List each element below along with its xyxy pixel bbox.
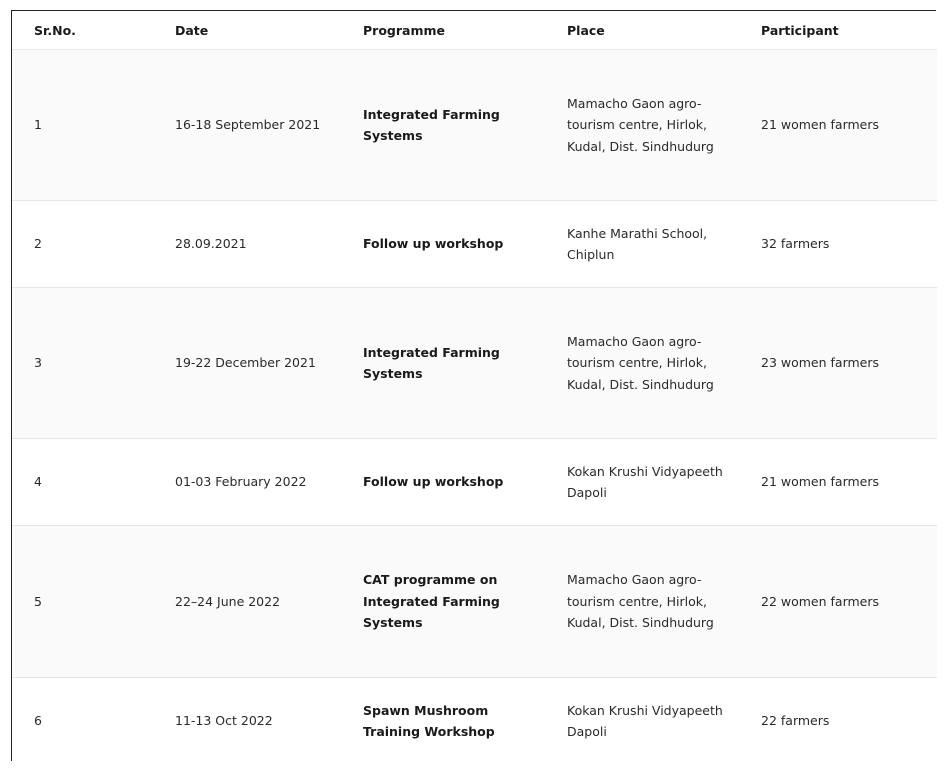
place-text: Mamacho Gaon agro-tourism centre, Hirlok, Kudal, Dist. Sindhudurg [567,333,714,392]
table-row [12,288,937,439]
place-text: Kanhe Marathi School, Chiplun [567,225,708,262]
cell-date: 22–24 June 2022 [153,526,341,678]
cell-programme: Integrated Farming Systems [341,50,545,201]
place-text: Kokan Krushi Vidyapeeth Dapoli [567,702,723,739]
cell-participant: 21 women farmers [739,50,937,201]
cell-programme: CAT programme on Integrated Farming Systems [341,526,545,678]
cell-date: 19-22 December 2021 [153,288,341,439]
cell-sr-no: 6 [12,678,153,765]
place-text: Mamacho Gaon agro-tourism centre, Hirlok, Kudal, Dist. Sindhudurg [567,95,714,154]
table-row [12,678,937,765]
cell-participant: 23 women farmers [739,288,937,439]
header-programme: Programme [341,11,545,50]
cell-date: 11-13 Oct 2022 [153,678,341,765]
table-body [12,50,937,765]
cell-date: 16-18 September 2021 [153,50,341,201]
cell-sr-no: 1 [12,50,153,201]
cell-participant: 22 farmers [739,678,937,765]
cell-date: 28.09.2021 [153,201,341,288]
cell-place [545,201,739,288]
cell-sr-no: 2 [12,201,153,288]
cell-place [545,439,739,526]
table-row [12,50,937,201]
cell-place [545,50,739,201]
header-place: Place [545,11,739,50]
table-header [12,11,937,50]
cell-participant: 32 farmers [739,201,937,288]
place-text: Mamacho Gaon agro-tourism centre, Hirlok, Kudal, Dist. Sindhudurg [567,572,714,631]
cell-programme: Follow up workshop [341,201,545,288]
header-sr-no: Sr.No. [12,11,153,50]
cell-sr-no: 4 [12,439,153,526]
cell-date: 01-03 February 2022 [153,439,341,526]
cell-place [545,678,739,765]
cell-sr-no: 5 [12,526,153,678]
header-participant: Participant [739,11,937,50]
header-date: Date [153,11,341,50]
cell-programme: Spawn Mushroom Training Workshop [341,678,545,765]
cell-place [545,288,739,439]
programme-table [12,11,937,764]
table-row [12,439,937,526]
cell-participant: 21 women farmers [739,439,937,526]
cell-place [545,526,739,678]
cell-sr-no: 3 [12,288,153,439]
cell-programme: Integrated Farming Systems [341,288,545,439]
header-row [12,11,937,50]
cell-participant: 22 women farmers [739,526,937,678]
table-row [12,526,937,678]
place-text: Kokan Krushi Vidyapeeth Dapoli [567,463,723,500]
programme-table-container [11,10,936,761]
table-row [12,201,937,288]
cell-programme: Follow up workshop [341,439,545,526]
